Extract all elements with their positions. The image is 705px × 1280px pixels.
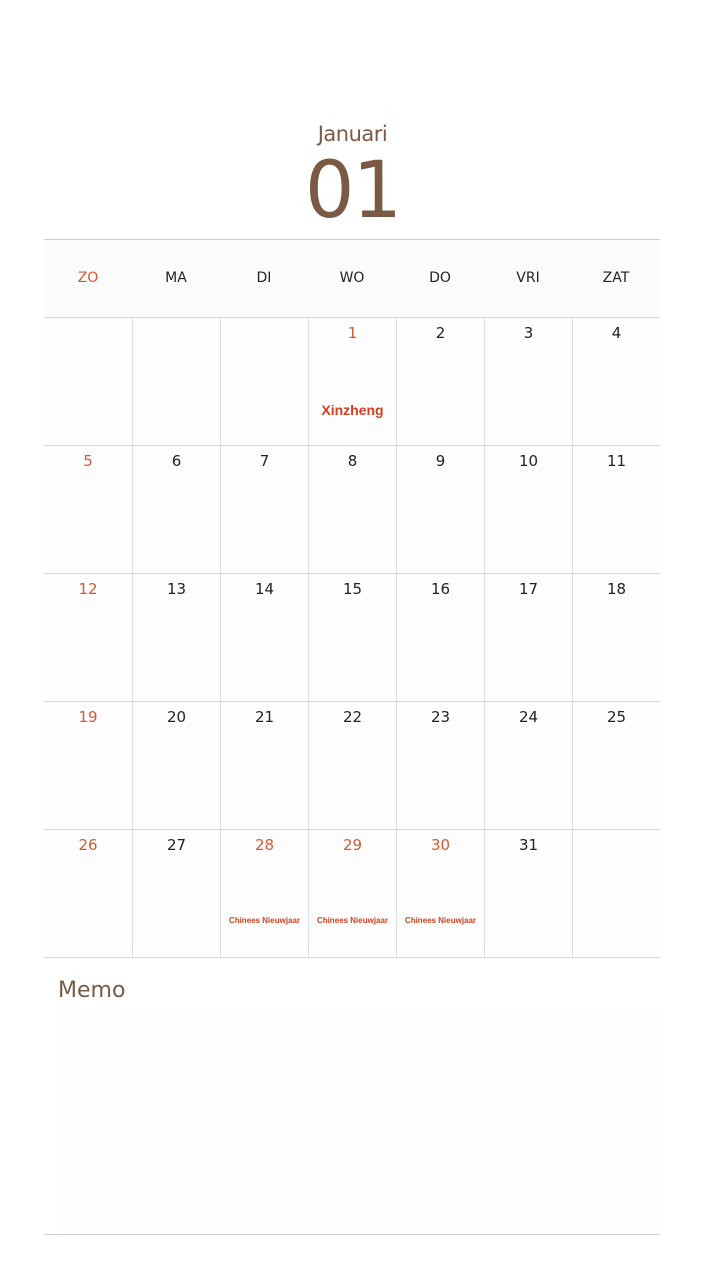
- weekday-friday: VRI: [516, 270, 540, 286]
- memo-bottom-divider: [44, 1234, 660, 1235]
- event-label: Xinzheng: [321, 402, 384, 418]
- day-number: 4: [611, 324, 622, 342]
- day-number: 28: [254, 836, 275, 854]
- weekday-wednesday: WO: [339, 270, 365, 286]
- day-cell[interactable]: [484, 446, 572, 573]
- day-cell[interactable]: [396, 574, 484, 701]
- day-number: 5: [83, 452, 93, 470]
- day-cell[interactable]: [44, 830, 132, 957]
- event-label: Chinees Nieuwjaar: [316, 916, 389, 925]
- day-number: 6: [171, 452, 182, 470]
- day-number: 23: [430, 708, 451, 726]
- day-cell[interactable]: [484, 830, 572, 957]
- day-cell[interactable]: [572, 702, 660, 829]
- day-cell[interactable]: [44, 446, 132, 573]
- weekday-saturday: ZAT: [602, 270, 630, 286]
- day-cell[interactable]: [572, 574, 660, 701]
- day-number: 20: [166, 708, 187, 726]
- day-cell[interactable]: [308, 574, 396, 701]
- day-number: 19: [78, 708, 98, 726]
- day-number: 18: [606, 580, 627, 598]
- day-number: 13: [166, 580, 187, 598]
- day-cell[interactable]: [44, 574, 132, 701]
- day-number: 10: [518, 452, 539, 470]
- day-cell[interactable]: [132, 702, 220, 829]
- day-number: 16: [430, 580, 451, 598]
- day-number: 11: [606, 452, 627, 470]
- day-cell[interactable]: [220, 446, 308, 573]
- day-cell[interactable]: [132, 830, 220, 957]
- weekday-monday: MA: [165, 270, 187, 286]
- weekday-header-row: [44, 240, 660, 317]
- day-cell[interactable]: [220, 830, 308, 957]
- day-number: 9: [435, 452, 446, 470]
- memo-area[interactable]: [58, 1010, 660, 1234]
- day-cell[interactable]: [572, 446, 660, 573]
- week-row: [44, 829, 660, 958]
- day-number: 29: [342, 836, 363, 854]
- day-number: 30: [430, 836, 451, 854]
- month-name: Januari: [317, 122, 388, 146]
- day-number: 22: [342, 708, 363, 726]
- day-number: 26: [78, 836, 98, 854]
- day-cell[interactable]: [396, 318, 484, 445]
- weekday-sunday: ZO: [77, 270, 99, 286]
- day-cell[interactable]: [572, 318, 660, 445]
- day-number: 1: [347, 324, 358, 342]
- day-cell[interactable]: [396, 446, 484, 573]
- day-cell[interactable]: [308, 446, 396, 573]
- empty-day-cell: [220, 318, 308, 445]
- day-number: 3: [523, 324, 534, 342]
- day-cell[interactable]: [484, 702, 572, 829]
- day-cell[interactable]: [396, 702, 484, 829]
- day-number: 15: [342, 580, 363, 598]
- day-cell[interactable]: [396, 830, 484, 957]
- empty-day-cell: [44, 318, 132, 445]
- day-cell[interactable]: [308, 830, 396, 957]
- day-number: 27: [166, 836, 187, 854]
- week-row: [44, 573, 660, 701]
- day-number: 17: [518, 580, 539, 598]
- empty-day-cell: [572, 830, 660, 957]
- day-number: 7: [259, 452, 270, 470]
- month-number: 01: [304, 146, 401, 236]
- calendar-grid: [44, 317, 660, 958]
- day-number: 2: [435, 324, 446, 342]
- day-number: 12: [78, 580, 98, 598]
- day-cell[interactable]: [484, 318, 572, 445]
- day-cell[interactable]: [44, 702, 132, 829]
- weekday-thursday: DO: [429, 270, 451, 286]
- memo-label: Memo: [58, 978, 126, 1003]
- day-cell[interactable]: [220, 574, 308, 701]
- day-cell[interactable]: [308, 702, 396, 829]
- day-number: 25: [606, 708, 627, 726]
- day-number: 8: [347, 452, 358, 470]
- day-cell[interactable]: [308, 318, 396, 445]
- empty-day-cell: [132, 318, 220, 445]
- day-cell[interactable]: [132, 446, 220, 573]
- day-number: 24: [518, 708, 539, 726]
- day-number: 21: [254, 708, 275, 726]
- weekday-tuesday: DI: [256, 270, 272, 286]
- event-label: Chinees Nieuwjaar: [228, 916, 301, 925]
- day-number: 31: [518, 836, 539, 854]
- week-row: [44, 701, 660, 829]
- week-row: [44, 317, 660, 445]
- week-row: [44, 445, 660, 573]
- day-cell[interactable]: [132, 574, 220, 701]
- event-label: Chinees Nieuwjaar: [404, 916, 477, 925]
- day-cell[interactable]: [484, 574, 572, 701]
- day-cell[interactable]: [220, 702, 308, 829]
- day-number: 14: [254, 580, 275, 598]
